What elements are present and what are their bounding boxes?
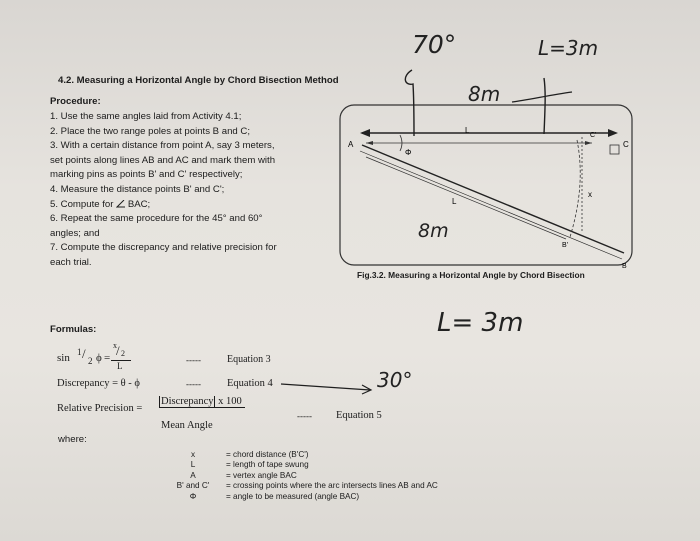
procedure-step: 6. Repeat the same procedure for the 45° and 60° [50,213,263,225]
definition-row [160,481,500,491]
chord-x-label: x [588,190,592,199]
procedure-step-text: BAC; [127,198,151,210]
eq3-half-num: 1 [77,347,82,357]
handwritten-pole-right [544,78,545,134]
point-a-label: A [348,140,354,149]
handwritten-stroke [512,92,572,102]
eq3-x-num: x [113,341,117,350]
eq4-text: Discrepancy = θ - ϕ [57,378,140,389]
section-heading: 4.2. Measuring a Horizontal Angle by Chord Bisection Method [58,75,339,86]
where-label: where: [58,434,87,445]
procedure-step: 1. Use the same angles laid from Activity 4.1; [50,111,242,122]
handwritten-angle-70: 70° [412,30,457,59]
definition-text: = angle to be measured (angle BAC) [226,491,360,501]
eq3-dashes: ----- [186,355,201,365]
procedure-step: each trial. [50,256,92,268]
eq3-phi: ϕ [96,352,102,364]
length-l-diag-label: L [452,197,457,206]
procedure-step: 3. With a certain distance from point A, say 3 meters, [50,140,275,152]
procedure-label: Procedure: [50,96,101,107]
definition-symbol: B' and C' [176,481,210,491]
point-b-label: B [622,263,627,270]
handwritten-measure-mid: 8m [418,220,449,242]
eq4-label: Equation 4 [227,378,273,389]
definitions-list [160,450,500,502]
procedure-step-text: 5. Compute for [50,198,114,210]
definition-text: = vertex angle BAC [226,470,297,480]
eq3-equals: = [104,352,111,364]
procedure-step: marking pins as points B' and C' respectively; [50,169,243,181]
definition-text: = crossing points where the arc intersects lines AB and AC [226,481,438,491]
eq3-sin: sin [57,352,70,364]
eq5-dashes: ----- [297,411,312,421]
handwritten-length-mid: L= 3m [437,308,524,338]
eq4-dashes: ----- [186,379,201,389]
definition-row [160,460,500,470]
eq3-x-den: 2 [121,349,125,358]
eq5-times: x 100 [218,396,242,407]
definition-row [160,492,500,502]
procedure-step: 7. Compute the discrepancy and relative precision for [50,242,277,254]
definition-row [160,450,500,460]
figure-caption: Fig.3.2. Measuring a Horizontal Angle by Chord Bisection [357,270,585,280]
eq5-denominator: Mean Angle [161,420,213,431]
point-c-label: C [623,140,629,149]
definition-symbol: x [190,450,196,459]
formulas-label: Formulas: [50,324,97,335]
point-b-prime-label: B' [562,242,569,249]
handwritten-length-top: L=3m [538,36,599,60]
handwritten-measure-top: 8m [468,82,501,106]
point-c-prime-label: C' [590,132,597,139]
angle-phi-label: Φ [405,148,412,157]
eq3-L: L [117,361,123,371]
eq5-discrepancy: Discrepancy [161,396,214,407]
procedure-step: angles; and [50,227,100,239]
definition-text: = chord distance (B'C') [226,450,309,459]
procedure-step: set points along lines AB and AC and mark them with [50,154,276,166]
equation-5 [57,396,397,436]
eq3-slash: / [82,346,86,361]
handwritten-pole-left [405,70,414,136]
definition-row [160,471,500,481]
equation-4 [57,378,287,394]
equation-3 [57,341,287,376]
definition-symbol: L [190,460,196,470]
handwritten-angle-30: 30° [377,368,413,392]
eq3-label: Equation 3 [227,354,271,365]
procedure-step: 2. Place the two range poles at points B and C; [50,125,250,137]
handwritten-arrow-line [281,384,370,390]
definition-symbol: Φ [189,491,197,501]
eq5-label: Equation 5 [336,410,382,421]
eq5-lhs: Relative Precision = [57,403,143,414]
eq5-numerator [159,396,245,408]
length-l-top-label: L [465,126,470,135]
definition-text: = length of tape swung [226,460,309,470]
procedure-step: 4. Measure the distance points B' and C'; [50,183,225,195]
eq3-half-den: 2 [88,356,93,366]
eq3-slash: / [116,343,120,358]
definition-symbol: A [190,470,196,480]
